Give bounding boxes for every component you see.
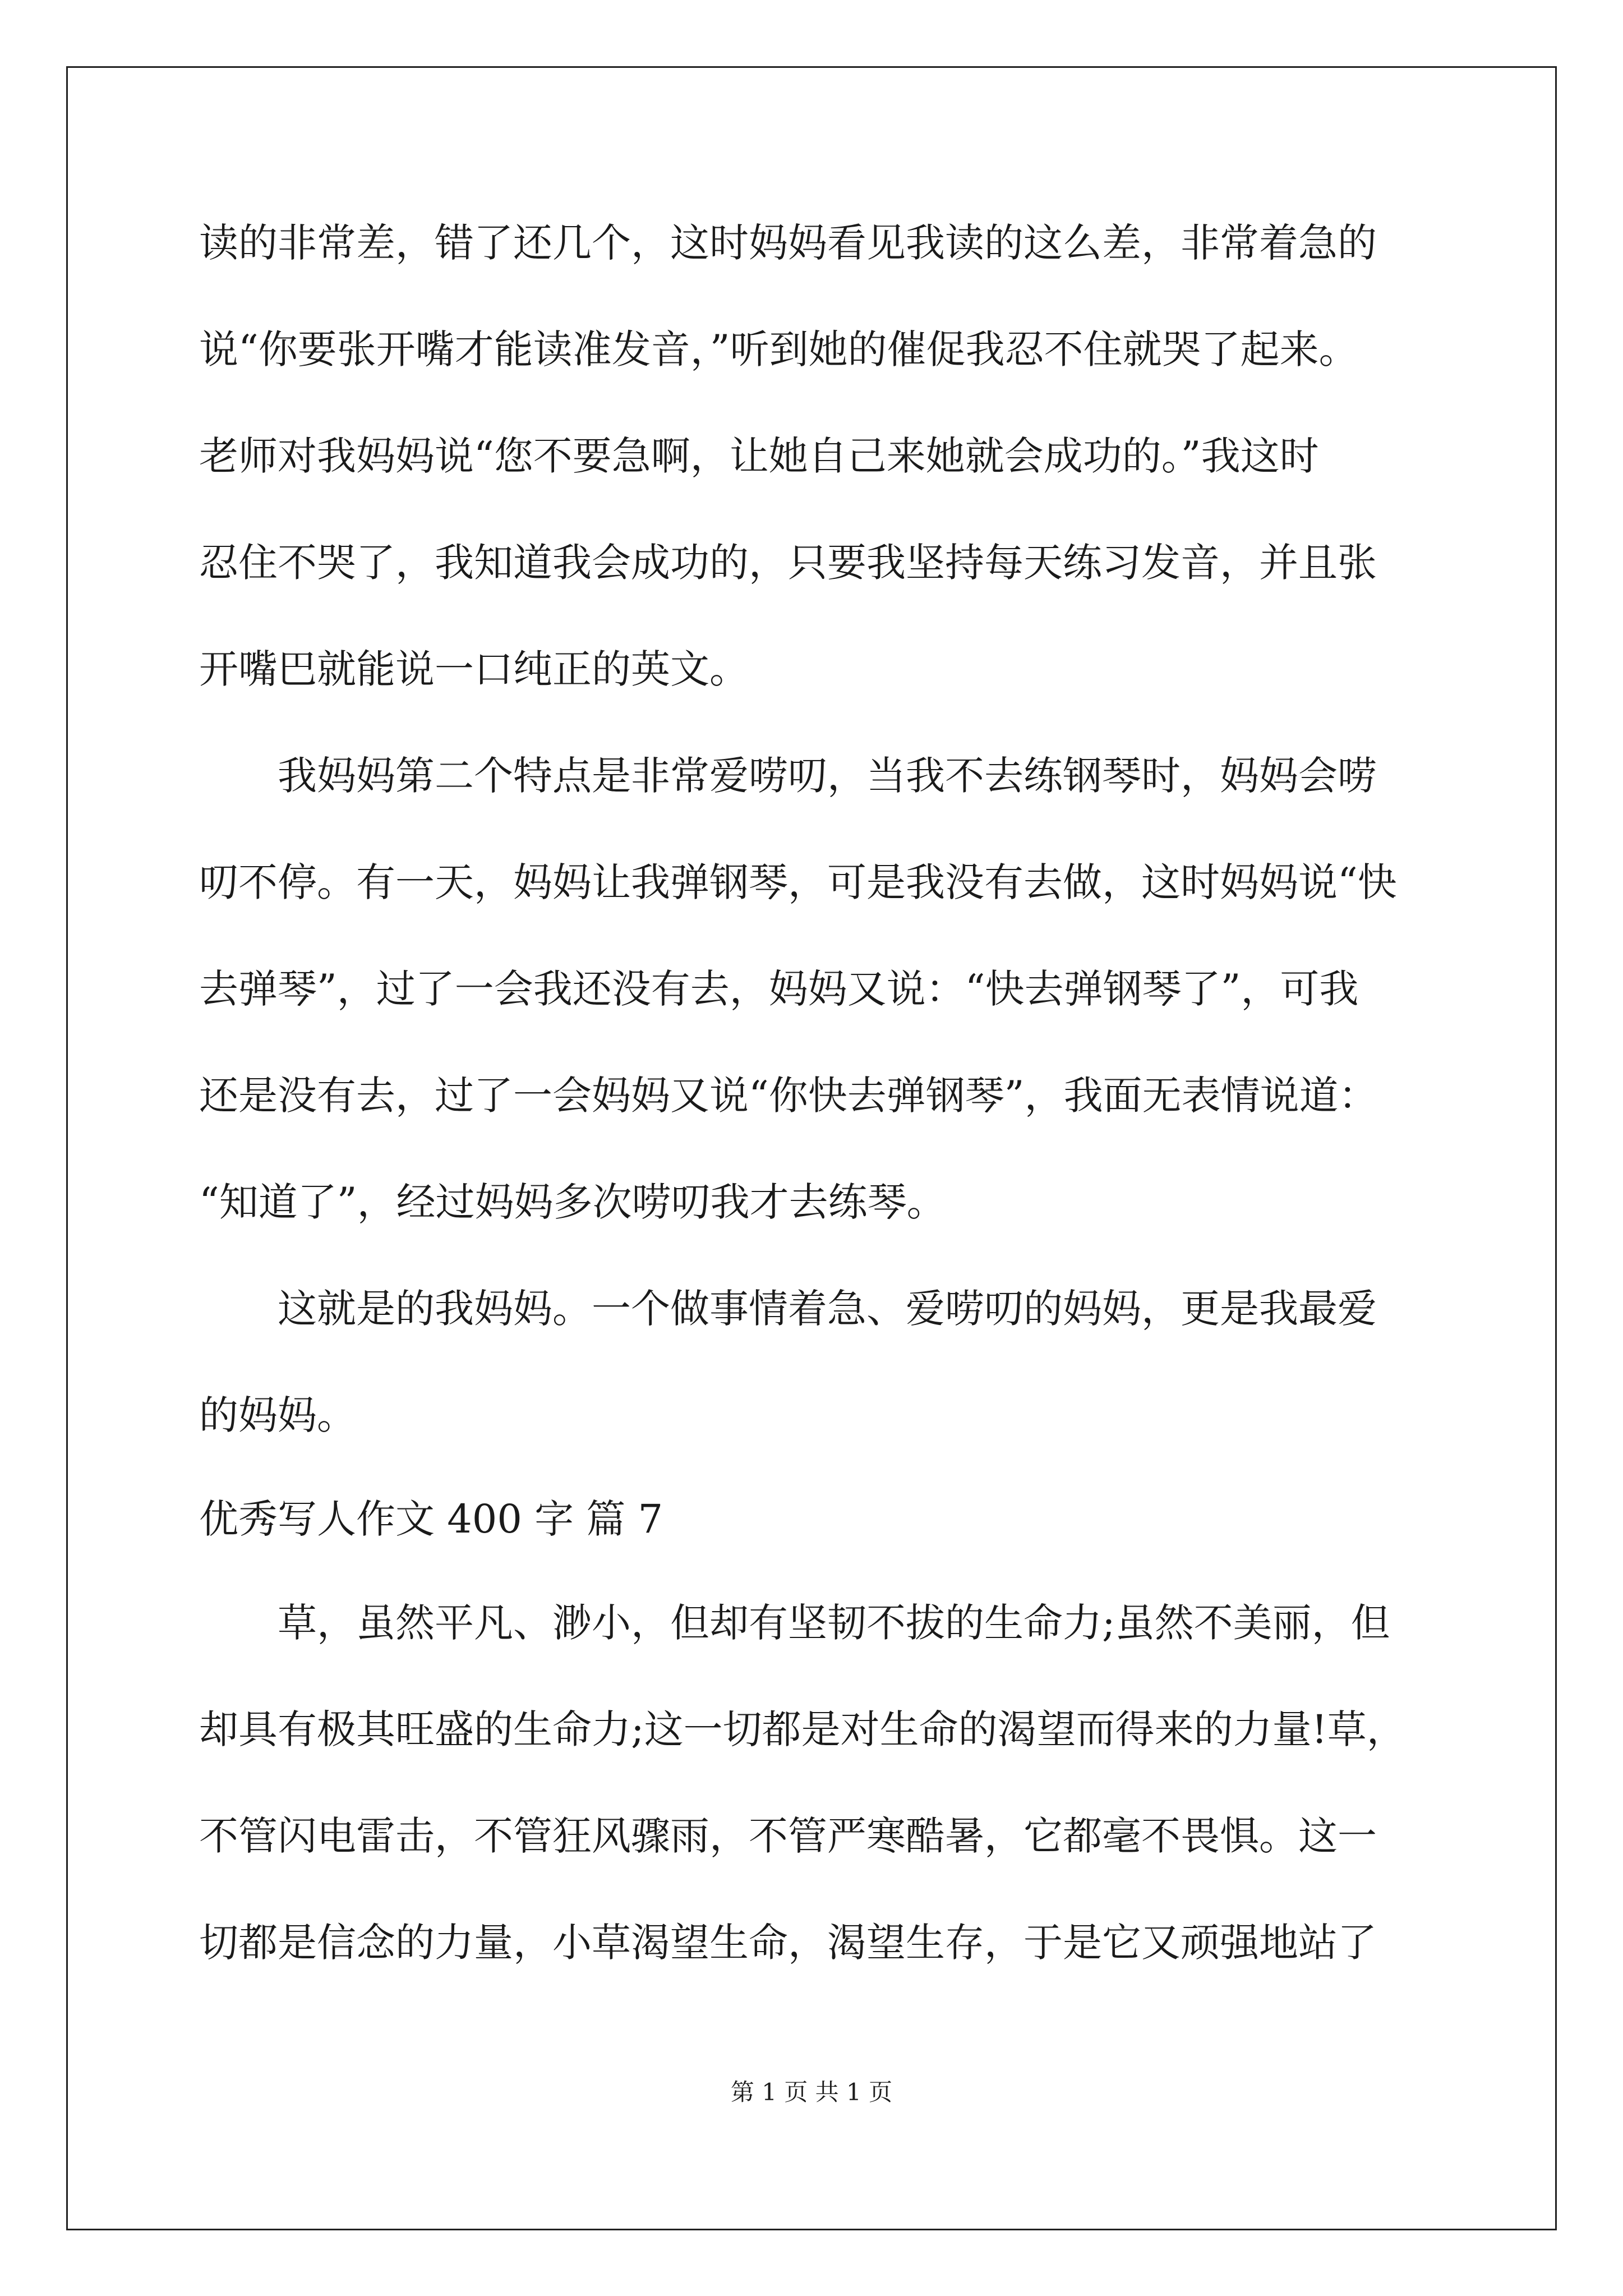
text-line: 不管闪电雷击，不管狂风骤雨，不管严寒酷暑，它都毫不畏惧。这一: [199, 1813, 1377, 1859]
page-border: [66, 66, 1557, 2230]
text-line: 说“你要张开嘴才能读准发音，”听到她的催促我忍不住就哭了起来。: [199, 326, 1358, 372]
text-line: 开嘴巴就能说一口纯正的英文。: [199, 646, 749, 692]
text-line: 草，虽然平凡、渺小，但却有坚韧不拔的生命力;虽然不美丽，但: [199, 1600, 1390, 1646]
section-heading: 优秀写人作文 400 字 篇 7: [199, 1496, 663, 1542]
text-line: 还是没有去，过了一会妈妈又说“你快去弹钢琴”，我面无表情说道：: [199, 1073, 1378, 1119]
text-line: 这就是的我妈妈。一个做事情着急、爱唠叨的妈妈，更是我最爱: [199, 1286, 1377, 1332]
text-line: 却具有极其旺盛的生命力;这一切都是对生命的渴望而得来的力量!草，: [199, 1706, 1406, 1752]
text-line: 切都是信念的力量，小草渴望生命，渴望生存，于是它又顽强地站了: [199, 1920, 1377, 1966]
text-line: “知道了”，经过妈妈多次唠叨我才去练琴。: [199, 1179, 946, 1225]
text-line: 我妈妈第二个特点是非常爱唠叨，当我不去练钢琴时，妈妈会唠: [199, 753, 1377, 799]
text-line: 的妈妈。: [199, 1392, 356, 1438]
text-line: 叨不停。有一天，妈妈让我弹钢琴，可是我没有去做，这时妈妈说“快: [199, 859, 1397, 905]
text-line: 读的非常差，错了还几个，这时妈妈看见我读的这么差，非常着急的: [199, 220, 1377, 266]
text-line: 去弹琴”，过了一会我还没有去，妈妈又说：“快去弹钢琴了”，可我: [199, 966, 1359, 1012]
text-line: 老师对我妈妈说“您不要急啊，让她自己来她就会成功的。”我这时: [199, 433, 1319, 479]
page-number-footer: 第 1 页 共 1 页: [730, 2078, 893, 2106]
text-line: 忍住不哭了，我知道我会成功的，只要我坚持每天练习发音，并且张: [199, 540, 1377, 586]
